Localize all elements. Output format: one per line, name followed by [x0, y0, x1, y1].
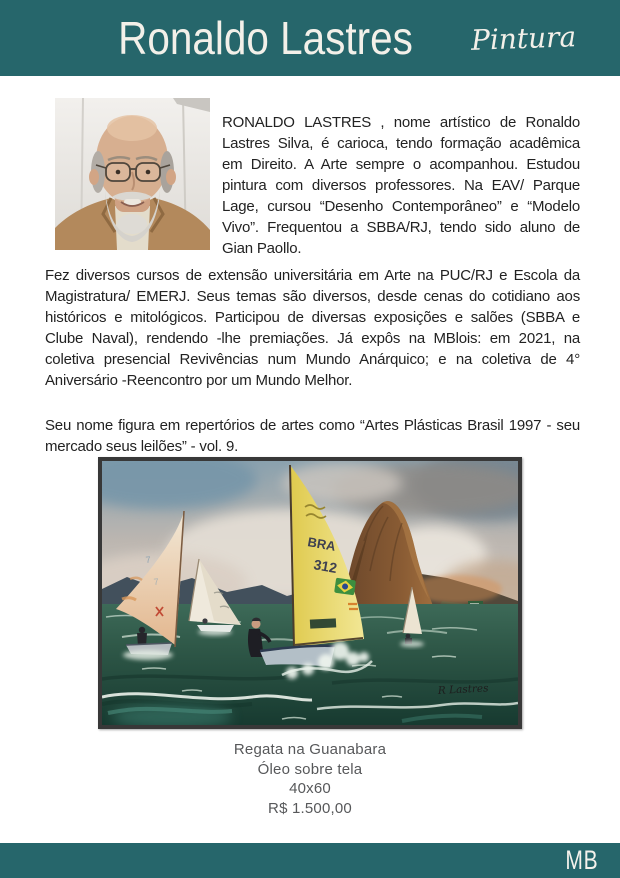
- artwork-image: [98, 457, 522, 729]
- artwork-dimensions: 40x60: [289, 780, 331, 797]
- svg-text:7: 7: [145, 554, 152, 565]
- header-band: [0, 0, 620, 76]
- artwork-title: Regata na Guanabara: [233, 741, 387, 758]
- footer-band: [0, 843, 620, 878]
- regata-painting: [102, 461, 518, 725]
- page-subtitle: Pintura: [470, 19, 578, 57]
- artwork-section: [0, 457, 620, 818]
- bio-paragraph-2: Fez diversos cursos de extensão universitária em Arte na PUC/RJ e Escola da Magistratura/ EMERJ. Seus temas são diversos, desde cenas do cotidiano aos históricos e mitológicos. Participou de diversas exposições e salões (SBBA e Clube Naval), rendendo -lhe premiações. Já expôs na MBlois: em 2021, na coletiva presencial Revivências num Mundo Anárquico; e na coletiva de 4° Aniversário -Reencontro por um Mundo Melhor.: [45, 267, 580, 389]
- bio-section: [45, 96, 580, 457]
- artist-portrait: [55, 98, 210, 250]
- artist-signature: R Lastres: [437, 682, 489, 697]
- artwork-price: R$ 1.500,00: [268, 799, 352, 817]
- page-title: Ronaldo Lastres: [118, 12, 414, 64]
- svg-text:7: 7: [153, 576, 160, 587]
- bio-paragraph-1: RONALDO LASTRES , nome artístico de Ronaldo Lastres Silva, é carioca, tendo formação acadêmica em Direito. A Arte sempre o acompanhou. Estudou pintura com diversos professores. Na EAV/ Parque Lage, cursou “Desenho Contemporâneo” e “Modelo Vivo”. Frequentou a SBBA/RJ, tendo sido aluno de Gian Paollo.: [222, 114, 580, 257]
- brazil-flag-patch: [334, 578, 356, 596]
- sail-number-text: 312: [312, 556, 339, 577]
- sail-code-text: BRA: [306, 534, 337, 554]
- mb-logo: MB: [564, 845, 598, 875]
- bio-paragraph-3: Seu nome figura em repertórios de artes como “Artes Plásticas Brasil 1997 - seu mercado seus leilões” - vol. 9.: [45, 417, 580, 455]
- artist-portrait-image: [55, 98, 210, 250]
- artwork-caption: [234, 740, 386, 818]
- artwork-technique: Óleo sobre tela: [257, 760, 363, 778]
